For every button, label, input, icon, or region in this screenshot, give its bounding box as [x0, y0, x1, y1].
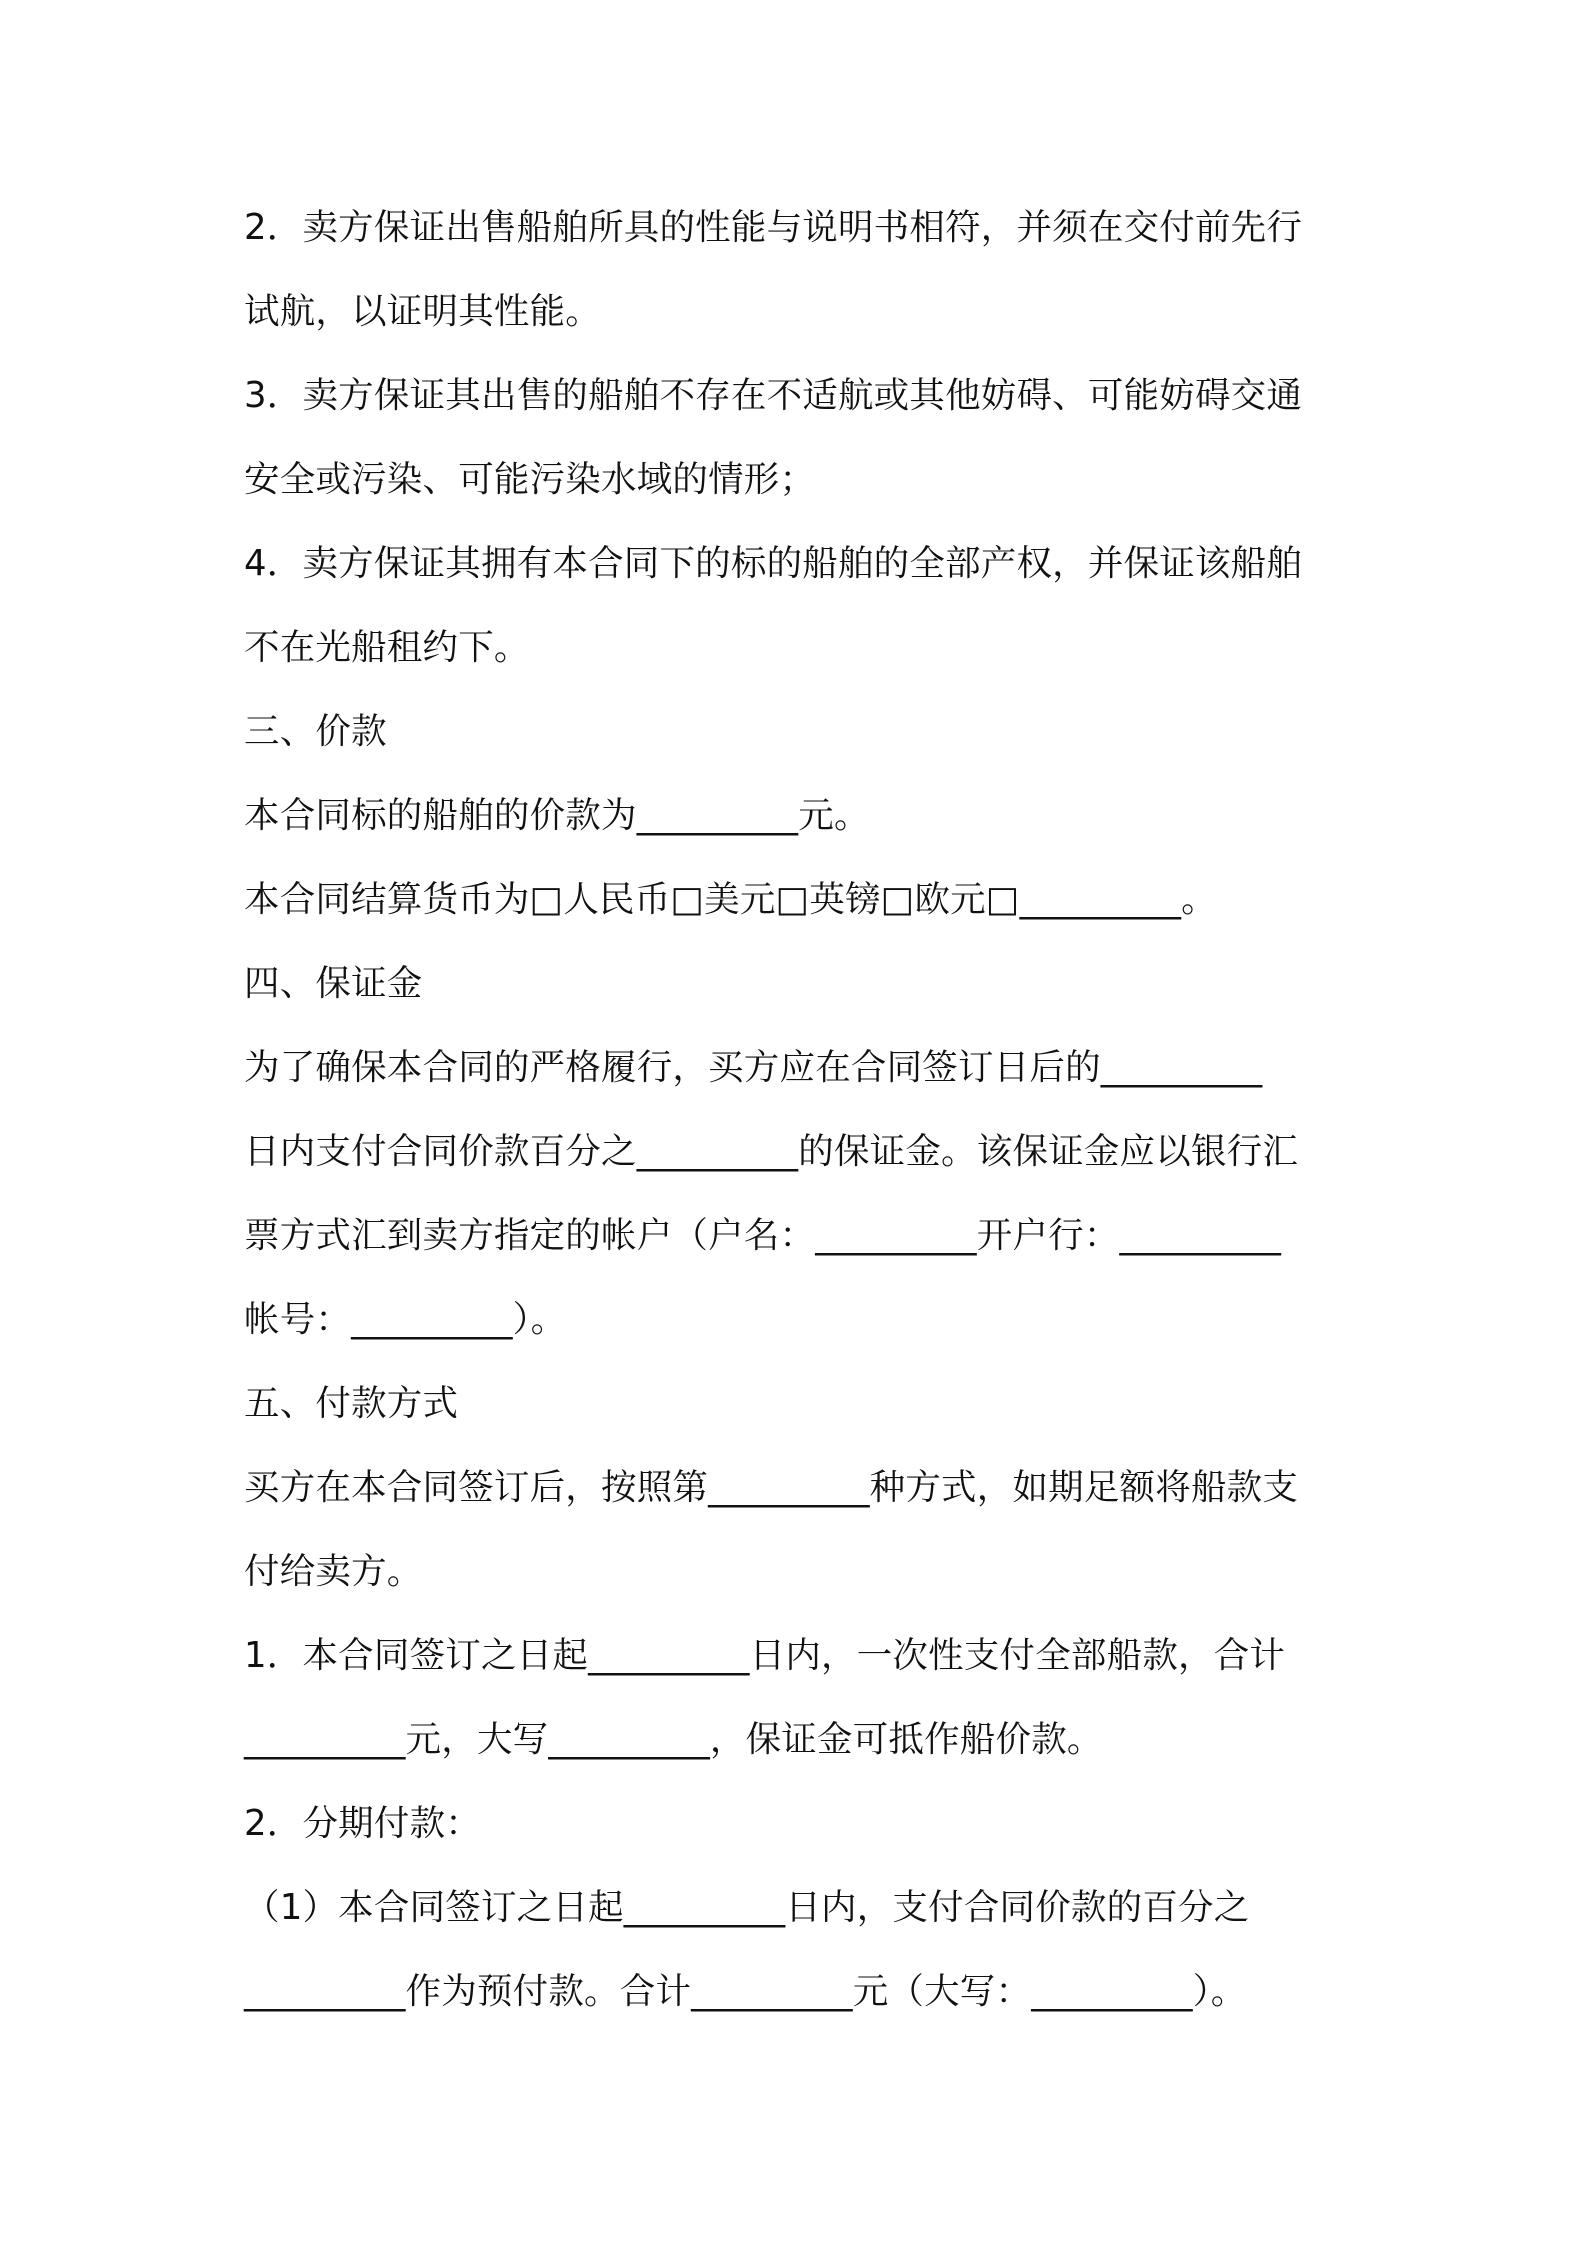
clause-2-line-1: 2．卖方保证出售船舶所具的性能与说明书相符，并须在交付前先行	[244, 207, 1303, 248]
deposit-line-3: 票方式汇到卖方指定的帐户（户名：_________开户行：_________	[244, 1215, 1282, 1256]
installment-1-line-1: （1）本合同签订之日起_________日内，支付合同价款的百分之	[244, 1887, 1250, 1928]
section-heading-price: 三、价款	[244, 711, 387, 752]
payment-method-line-2: 付给卖方。	[244, 1551, 423, 1592]
section-heading-deposit: 四、保证金	[244, 963, 423, 1004]
clause-2-line-2: 试航，以证明其性能。	[244, 291, 602, 332]
payment-method-line-1: 买方在本合同签订后，按照第_________种方式，如期足额将船款支	[244, 1467, 1299, 1508]
clause-4-line-2: 不在光船租约下。	[244, 627, 530, 668]
installment-1-line-2: _________作为预付款。合计_________元（大写：_________）。	[244, 1971, 1247, 2012]
deposit-line-4: 帐号：_________）。	[244, 1299, 567, 1340]
lump-sum-line-2: _________元，大写_________，保证金可抵作船价款。	[244, 1719, 1103, 1760]
installment-heading: 2．分期付款：	[244, 1803, 481, 1844]
section-heading-payment-method: 五、付款方式	[244, 1383, 459, 1424]
clause-4-line-1: 4．卖方保证其拥有本合同下的标的船舶的全部产权，并保证该船舶	[244, 543, 1303, 584]
deposit-line-2: 日内支付合同价款百分之_________的保证金。该保证金应以银行汇	[244, 1131, 1299, 1172]
clause-3-line-2: 安全或污染、可能污染水域的情形；	[244, 459, 816, 500]
price-amount-line: 本合同标的船舶的价款为_________元。	[244, 795, 870, 836]
lump-sum-line-1: 1．本合同签订之日起_________日内，一次性支付全部船款，合计	[244, 1635, 1286, 1676]
settlement-currency-line: 本合同结算货币为□人民币□美元□英镑□欧元□_________。	[244, 879, 1217, 920]
clause-3-line-1: 3．卖方保证其出售的船舶不存在不适航或其他妨碍、可能妨碍交通	[244, 375, 1303, 416]
deposit-line-1: 为了确保本合同的严格履行，买方应在合同签订日后的_________	[244, 1047, 1263, 1088]
